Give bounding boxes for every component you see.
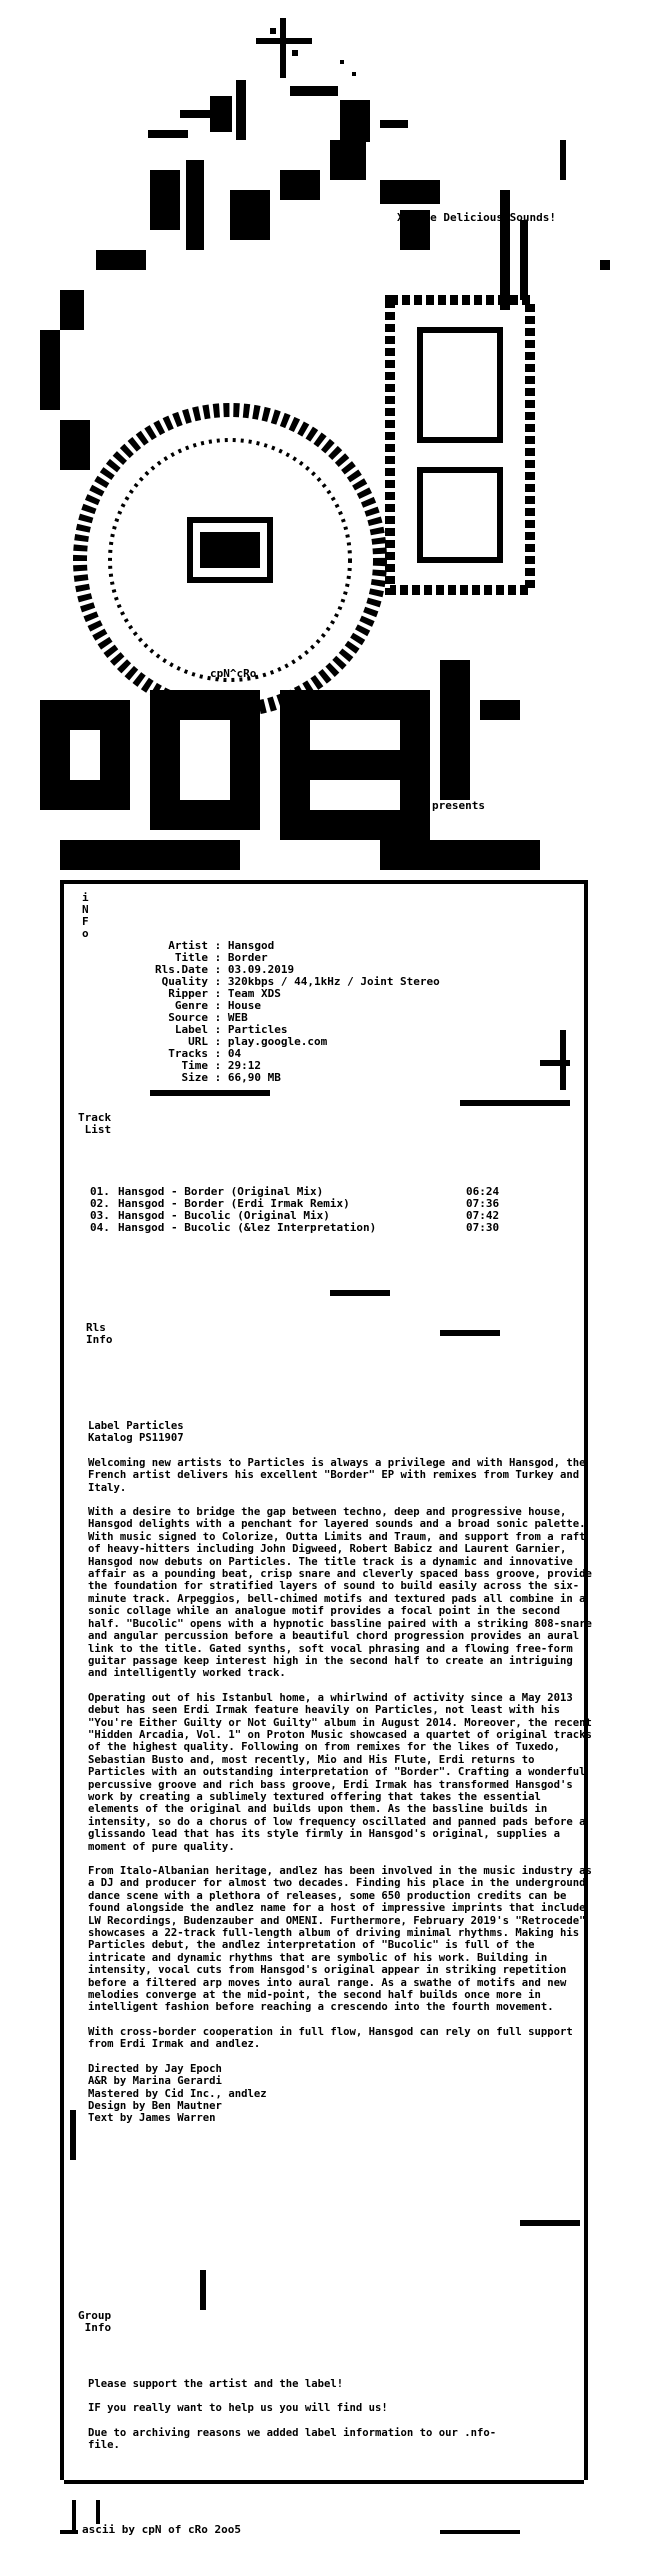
presents-label: presents (432, 799, 485, 812)
release-key: Tracks (168, 1047, 208, 1060)
track-time: 07:36 (466, 1197, 500, 1210)
release-row: Title : Border (120, 952, 440, 964)
group-info-section-label (78, 2310, 111, 2334)
rls-label-line: Info (86, 1333, 113, 1346)
group-paragraph: Please support the artist and the label! (88, 2378, 344, 2390)
track-number: 03. (90, 1209, 110, 1222)
release-row: Size : 66,90 MB (120, 1072, 440, 1084)
credit-line: Mastered by Cid Inc., andlez (88, 2087, 267, 2100)
info-label-letter: F (82, 915, 89, 928)
release-row: Genre : House (120, 1000, 440, 1012)
release-value: play.google.com (227, 1035, 328, 1048)
credit-line: Design by Ben Mautner (88, 2099, 222, 2112)
release-key: Size (181, 1071, 208, 1084)
credits (88, 2063, 598, 2125)
release-value: 320kbps / 44,1kHz / Joint Stereo (227, 975, 440, 988)
release-value: WEB (227, 1011, 248, 1024)
release-row: Tracks : 04 (120, 1048, 440, 1060)
rls-paragraph: With a desire to bridge the gap between techno, deep and progressive house, Hansgod delights with a penchant for layered sounds and a broad sonic palette. With music signed to Colorize, Outta Limits and Traum, and support from a raft of heavy-hitters including John Digweed, Robert Babicz and Laurent Garnier, Hansgod now debuts on Particles. The title track is a dynamic and innovative affair as a pounding beat, crisp snare and cleverly spaced bass groove, provide the foundation for stratified layers of sound to build easily across the six-minute track. Arpeggios, bell-chimed motifs and textured pads all combine in a sonic collage while an analogue motif provides a focal point in the second half. "Bucolic" opens with a hypnotic bassline paired with a striking 808-snare and angular percussion before a beautiful chord progression provides an aural link to the title. Gated synths, soft vocal phrasing and a flowing free-form guitar passage keep interest high in the second half to create an intriguing and intelligently worked track. (88, 1506, 592, 1680)
release-key: Rls.Date (155, 963, 208, 976)
rls-paragraph: With cross-border cooperation in full flow, Hansgod can rely on full support from Erdi Irmak and andlez. (88, 2025, 573, 2051)
tracklist-label-line: Track (78, 1111, 112, 1124)
release-key: Genre (174, 999, 208, 1012)
release-row: URL : play.google.com (120, 1036, 440, 1048)
rls-info-body (88, 1420, 598, 2125)
release-value: 29:12 (227, 1059, 261, 1072)
catalog-line: Katalog PS11907 (88, 1432, 184, 1445)
group-label-line: Info (78, 2321, 112, 2334)
rls-paragraph: From Italo-Albanian heritage, andlez has been involved in the music industry as a DJ and producer for almost two decades. Finding his place in the underground dance scene with a plethora of releases, some 650 production credits can be found alongside the andlez name for a host of impressive imprints that include LW Recordings, Budenzauber and OMENI. Furthermore, February 2019's "Retrocede" showcases a 22-track full-length album of driving minimal rhythms. Making his Particles debut, the andlez interpretation of "Bucolic" is full of the intricate and dynamic rhythms that are symbolic of his work. Building in intensity, vocal cuts from Hansgod's original appear in striking repetition before a filtered arp moves into aural range. As a swathe of motifs and new melodies converge at the mid-point, the second half builds once more in intelligent fashion before reaching a crescendo into the fourth movement. (88, 1865, 592, 2014)
track-time: 06:24 (466, 1185, 500, 1198)
tracklist-label-line: List (78, 1123, 112, 1136)
release-row: Ripper : Team XDS (120, 988, 440, 1000)
track-title: Hansgod - Border (Original Mix) (118, 1185, 324, 1198)
release-value: Border (227, 951, 268, 964)
info-label-letter: N (82, 903, 89, 916)
release-key: Time (181, 1059, 208, 1072)
rls-label-line: Rls (86, 1321, 106, 1334)
release-key: Quality (161, 975, 208, 988)
release-row: Time : 29:12 (120, 1060, 440, 1072)
track-time: 07:42 (466, 1209, 500, 1222)
slogan: Xtreme Delicious Sounds! (397, 211, 556, 224)
track-number: 01. (90, 1185, 110, 1198)
info-label-letter: o (82, 927, 89, 940)
release-row: Artist : Hansgod (120, 940, 440, 952)
label-line: Label Particles (88, 1420, 184, 1432)
release-key: Artist (168, 939, 208, 952)
release-key: Title (174, 951, 208, 964)
release-value: Particles (227, 1023, 288, 1036)
rls-info-section-label (86, 1322, 113, 1346)
release-key: Ripper (168, 987, 208, 1000)
track-title: Hansgod - Bucolic (Original Mix) (118, 1209, 330, 1222)
release-key: Label (174, 1023, 208, 1036)
release-row: Label : Particles (120, 1024, 440, 1036)
rls-paragraph: Welcoming new artists to Particles is always a privilege and with Hansgod, the French artist delivers his excellent "Border" EP with remixes from Turkey and Italy. (88, 1456, 586, 1494)
track-number: 02. (90, 1197, 110, 1210)
release-value: Hansgod (227, 939, 275, 952)
credit-line: Text by James Warren (88, 2112, 216, 2125)
release-value: House (227, 999, 261, 1012)
art-credit: cpN^cRo (210, 667, 257, 680)
group-label-line: Group (78, 2309, 112, 2322)
rls-paragraph: Operating out of his Istanbul home, a whirlwind of activity since a May 2013 debut has seen Erdi Irmak feature heavily on Particles, not least with his "You're Either Guilty or Not Guilty" album in August 2014. Moreover, the recent "Hidden Arcadia, Vol. 1" on Proton Music showcased a quartet of original tracks of the highest quality. Following on from remixes for the likes of Tuxedo, Sebastian Busto and, most recently, Mio and His Flute, Erdi returns to Particles with an outstanding interpretation of "Border". Crafting a wonderful percussive groove and rich bass groove, Erdi Irmak has transformed Hansgod's work by creating a sublimely textured offering that takes the essential elements of the original and builds upon them. As the bassline builds in intensity, so do a chorus of low frequency oscillated and panned pads before a glissando lead that has its style firmly in Hansgod's original, supplies a moment of pure quality. (88, 1691, 592, 1853)
tracklist (90, 1186, 499, 1234)
group-paragraph: IF you really want to help us you will find us! (88, 2402, 388, 2415)
track-time: 07:30 (466, 1221, 500, 1234)
info-label-letter: i (82, 891, 89, 904)
release-value: Team XDS (227, 987, 281, 1000)
release-value: 04 (227, 1047, 242, 1060)
release-info-table (120, 940, 440, 1084)
release-key: Source (168, 1011, 208, 1024)
tracklist-section-label (78, 1112, 111, 1136)
track-title: Hansgod - Bucolic (&lez Interpretation) (118, 1221, 377, 1234)
release-row: Source : WEB (120, 1012, 440, 1024)
release-key: URL (188, 1035, 208, 1048)
info-section-label (82, 892, 89, 940)
track-row (90, 1222, 499, 1234)
credit-line: Directed by Jay Epoch (88, 2062, 222, 2075)
track-title: Hansgod - Border (Erdi Irmak Remix) (118, 1197, 350, 1210)
track-number: 04. (90, 1221, 110, 1234)
group-paragraph: Due to archiving reasons we added label information to our .nfo-file. (88, 2426, 497, 2452)
release-row: Quality : 320kbps / 44,1kHz / Joint Stereo (120, 976, 440, 988)
release-row: Rls.Date : 03.09.2019 (120, 964, 440, 976)
release-value: 03.09.2019 (227, 963, 295, 976)
group-info-body (88, 2378, 528, 2464)
release-value: 66,90 MB (227, 1071, 281, 1084)
credit-line: A&R by Marina Gerardi (88, 2075, 222, 2088)
footer-credit: ascii by cpN of cRo 2oo5 (78, 2524, 245, 2536)
